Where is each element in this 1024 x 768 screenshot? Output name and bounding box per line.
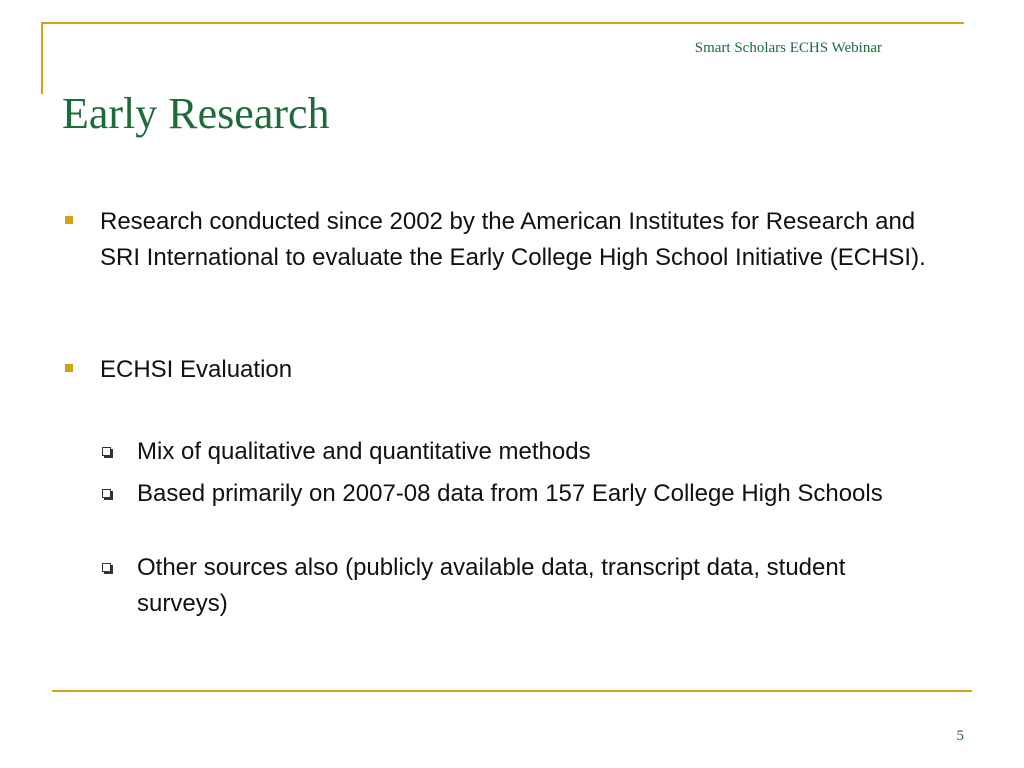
hollow-square-bullet-icon — [102, 489, 111, 498]
bullet-text: Research conducted since 2002 by the American Institutes for Research and SRI International to evaluate the Early College High School Initiative (ECHSI). — [100, 208, 926, 271]
bullet-item — [100, 204, 960, 276]
sub-bullet-text: Mix of qualitative and quantitative methods — [137, 438, 591, 465]
slide-header: Smart Scholars ECHS Webinar — [694, 40, 882, 56]
sub-bullet-item — [137, 476, 937, 512]
square-bullet-icon — [65, 216, 73, 224]
bullet-text: ECHSI Evaluation — [100, 356, 293, 383]
sub-bullet-text: Based primarily on 2007-08 data from 157 Early College High Schools — [137, 480, 883, 507]
slide-title: Early Research — [62, 89, 330, 138]
page-number: 5 — [956, 728, 964, 744]
bullet-item — [100, 352, 960, 388]
sub-bullet-text: Other sources also (publicly available data, transcript data, student surveys) — [137, 554, 846, 617]
bottom-border-line — [52, 690, 972, 692]
sub-bullet-item — [137, 550, 937, 622]
left-border-line — [41, 22, 43, 94]
sub-bullet-item — [137, 434, 937, 470]
top-border-line — [41, 22, 964, 24]
hollow-square-bullet-icon — [102, 563, 111, 572]
square-bullet-icon — [65, 364, 73, 372]
hollow-square-bullet-icon — [102, 447, 111, 456]
